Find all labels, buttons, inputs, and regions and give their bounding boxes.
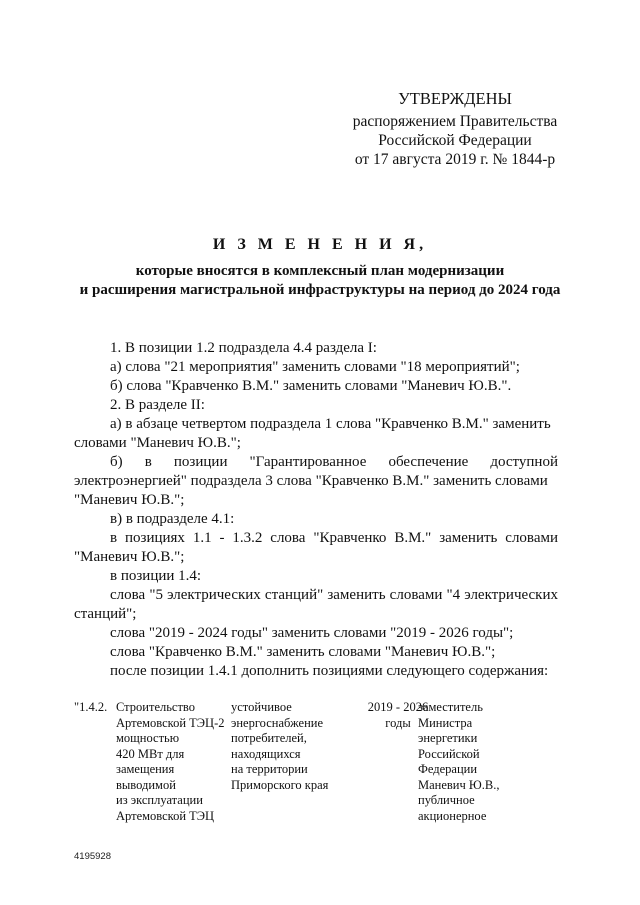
position-responsible-line: Российской (418, 746, 480, 761)
approval-stamp (340, 89, 570, 169)
position-name-line: выводимой (116, 777, 176, 792)
paragraph-2c6: после позиции 1.4.1 дополнить позициями следующего содержания: (110, 663, 549, 679)
position-effect-line: энергоснабжение (231, 715, 324, 730)
paragraph-2c3-line2: станций"; (74, 606, 137, 622)
position-effect-line: Приморского края (231, 777, 329, 792)
paragraph-2c3-line1: слова "5 электрических станций" заменить словами "4 электрических (110, 587, 558, 603)
approval-line: распоряжением Правительства (352, 113, 558, 130)
position-period-line: 2019 - 2026 (367, 700, 429, 714)
position-name-line: Артемовской ТЭЦ (116, 808, 215, 823)
position-responsible (418, 700, 558, 824)
title-subtitle-line: которые вносятся в комплексный план модернизации (135, 263, 505, 279)
approval-line: Российской Федерации (378, 132, 532, 149)
position-name-line: из эксплуатации (116, 793, 203, 807)
position-responsible-line: акционерное (418, 808, 487, 823)
position-responsible-line: Федерации (418, 762, 478, 776)
approval-line: от 17 августа 2019 г. № 1844-р (354, 151, 556, 168)
position-name-line: мощностью (116, 731, 180, 745)
document-code: 4195928 (74, 851, 111, 862)
position-name-line: 420 МВт для (116, 746, 185, 761)
document-body (74, 339, 558, 681)
position-responsible-line: публичное (418, 793, 475, 807)
position-number: "1.4.2. (74, 700, 108, 714)
position-effect (231, 700, 371, 793)
position-effect-line: устойчивое (231, 700, 292, 714)
paragraph-2c2: в позиции 1.4: (110, 568, 202, 584)
title-main: И З М Е Н Е Н И Я, (212, 236, 428, 253)
paragraph-1a: а) слова "21 мероприятия" заменить словами "18 мероприятий"; (110, 359, 520, 375)
paragraph-2a-line1: а) в абзаце четвертом подраздела 1 слова "Кравченко В.М." заменить (110, 416, 551, 432)
paragraph-2c1-line1: в позициях 1.1 - 1.3.2 слова "Кравченко В.М." заменить словами (110, 530, 558, 546)
position-name (116, 700, 228, 824)
paragraph-2c1-line2: "Маневич Ю.В."; (74, 549, 185, 565)
paragraph-2: 2. В разделе II: (110, 397, 205, 413)
paragraph-2c4: слова "2019 - 2024 годы" заменить словами "2019 - 2026 годы"; (110, 625, 514, 641)
paragraph-2b-line3: "Маневич Ю.В."; (74, 492, 185, 508)
position-responsible-line: энергетики (418, 731, 478, 745)
position-effect-line: потребителей, (231, 731, 307, 745)
position-responsible-line: заместитель (418, 700, 483, 714)
position-name-line: замещения (116, 762, 175, 776)
paragraph-2b-line2: электроэнергией" подраздела 3 слова "Кравченко В.М." заменить словами (74, 473, 548, 489)
paragraph-2c: в) в подразделе 4.1: (110, 511, 235, 527)
approved-heading: УТВЕРЖДЕНЫ (398, 89, 512, 108)
position-effect-line: находящихся (231, 746, 301, 761)
title-subtitle-line: и расширения магистральной инфраструктуры на период до 2024 года (79, 282, 561, 298)
position-responsible-line: Маневич Ю.В., (418, 777, 500, 792)
position-responsible-line: Министра (418, 715, 473, 730)
position-name-line: Строительство (116, 700, 196, 714)
position-name-line: Артемовской ТЭЦ-2 (116, 715, 225, 730)
position-period-line: годы (385, 715, 411, 730)
paragraph-1b: б) слова "Кравченко В.М." заменить словами "Маневич Ю.В.". (110, 378, 512, 394)
document-title (40, 234, 600, 300)
paragraph-1: 1. В позиции 1.2 подраздела 4.4 раздела I: (110, 340, 377, 356)
paragraph-2b-line1: б) в позиции "Гарантированное обеспечение доступной (110, 454, 558, 470)
position-effect-line: на территории (231, 762, 308, 776)
paragraph-2c5: слова "Кравченко В.М." заменить словами "Маневич Ю.В."; (110, 644, 496, 660)
paragraph-2a-line2: словами "Маневич Ю.В."; (74, 435, 241, 451)
